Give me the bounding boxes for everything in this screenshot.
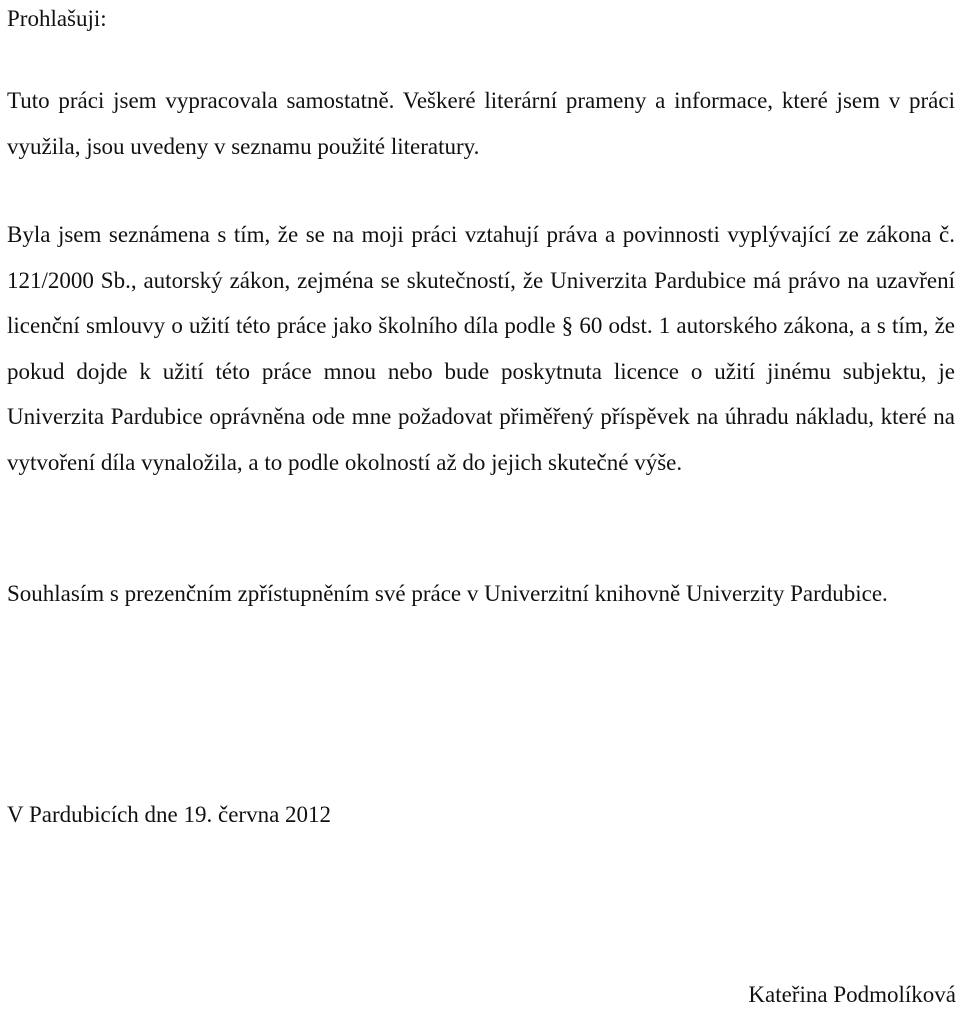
paragraph-copyright-law: Byla jsem seznámena s tím, že se na moji práci vztahují práva a povinnosti vyplývající ze zákona č. 121/2000 Sb., autorský zákon, zejména se skutečností, že Univerzita Pardubice má právo na uzavření licenční smlouvy o užití této práce jako školního díla podle § 60 odst. 1 autorského zákona, a s tím, že pokud dojde k užití této práce mnou nebo bude poskytnuta licence o užití jinému subjektu, je Univerzita Pardubice oprávněna ode mne požadovat přiměřený příspěvek na úhradu nákladu, které na vytvoření díla vynaložila, a to podle okolností až do jejich skutečné výše. <box>7 222 955 475</box>
author-signature-name: Kateřina Podmolíková <box>748 982 956 1007</box>
paragraph-library-consent: Souhlasím s prezenčním zpřístupněním své práce v Univerzitní knihovně Univerzity Pardubice. <box>7 581 888 606</box>
paragraph-independent-work: Tuto práci jsem vypracovala samostatně. Veškeré literární prameny a informace, které jsem v práci využila, jsou uvedeny v seznamu použité literatury. <box>7 88 955 159</box>
declaration-heading: Prohlašuji: <box>7 6 107 31</box>
place-and-date: V Pardubicích dne 19. června 2012 <box>7 802 332 827</box>
